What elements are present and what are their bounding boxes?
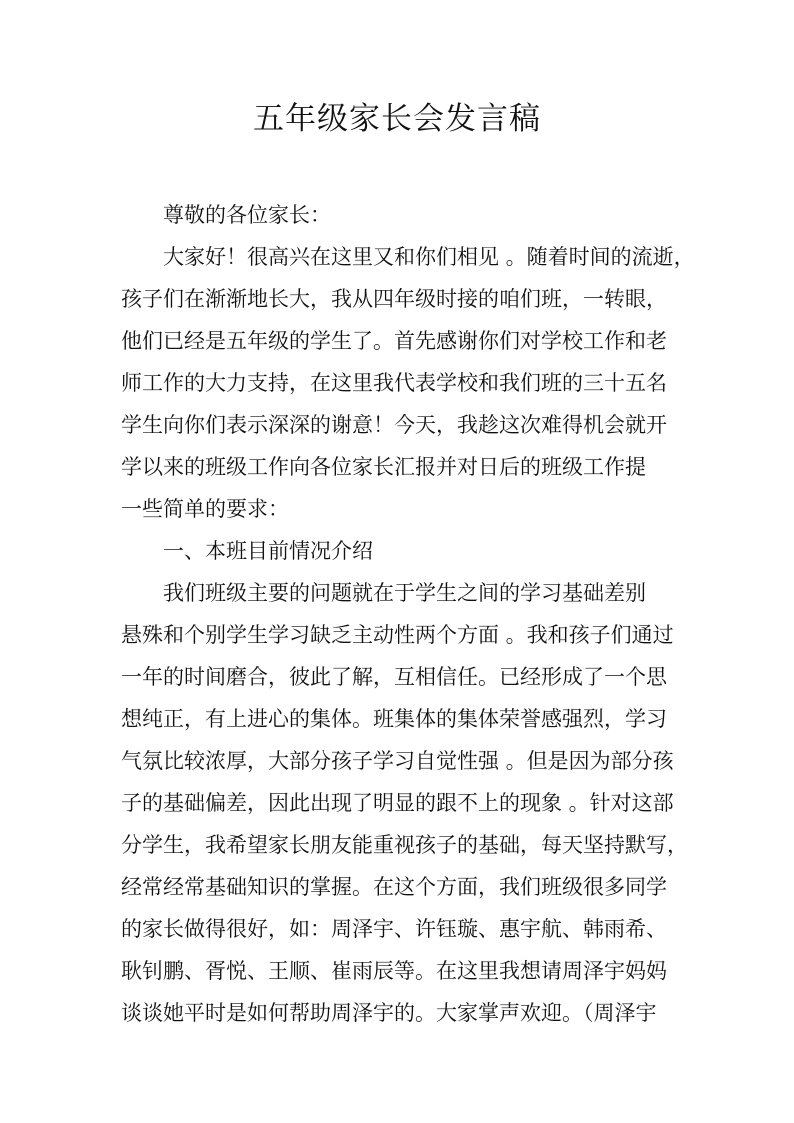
document-title: 五年级家长会发言稿 [253,101,541,137]
body-line: 的家长做得很好，如：周泽宇、许钰璇、惠宇航、韩雨希、 [121,917,667,941]
body-line: 分学生，我希望家长朋友能重视孩子的基础，每天坚持默写， [121,833,688,857]
section-heading: 一、本班目前情况介绍 [163,539,373,563]
body-line: 谈谈她平时是如何帮助周泽宇的。大家掌声欢迎。（周泽宇 [121,1001,657,1025]
salutation-line: 尊敬的各位家长： [163,203,331,227]
body-line: 想纯正，有上进心的集体。班集体的集体荣誉感强烈，学习 [121,707,667,731]
body-line: 经常经常基础知识的掌握。在这个方面，我们班级很多同学 [121,875,667,899]
body-line: 我们班级主要的问题就在于学生之间的学习基础差别 [163,581,646,605]
body-line: 耿钊鹏、胥悦、王顺、崔雨辰等。在这里我想请周泽宇妈妈 [121,959,667,983]
body-line: 师工作的大力支持，在这里我代表学校和我们班的三十五名 [121,371,667,395]
body-line: 学生向你们表示深深的谢意！今天，我趁这次难得机会就开 [121,413,667,437]
body-line: 学以来的班级工作向各位家长汇报并对日后的班级工作提 [121,455,646,479]
body-line: 一年的时间磨合，彼此了解，互相信任。已经形成了一个思 [121,665,667,689]
body-line: 一些简单的要求： [121,497,289,521]
body-line: 他们已经是五年级的学生了。首先感谢你们对学校工作和老 [121,329,667,353]
body-line: 悬殊和个别学生学习缺乏主动性两个方面 。我和孩子们通过 [121,623,674,647]
body-line: 大家好！很高兴在这里又和你们相见 。随着时间的流逝， [163,245,695,269]
body-line: 子的基础偏差，因此出现了明显的跟不上的现象 。针对这部 [121,791,674,815]
body-line: 孩子们在渐渐地长大，我从四年级时接的咱们班，一转眼， [121,287,667,311]
body-line: 气氛比较浓厚，大部分孩子学习自觉性强 。但是因为部分孩 [121,749,674,773]
